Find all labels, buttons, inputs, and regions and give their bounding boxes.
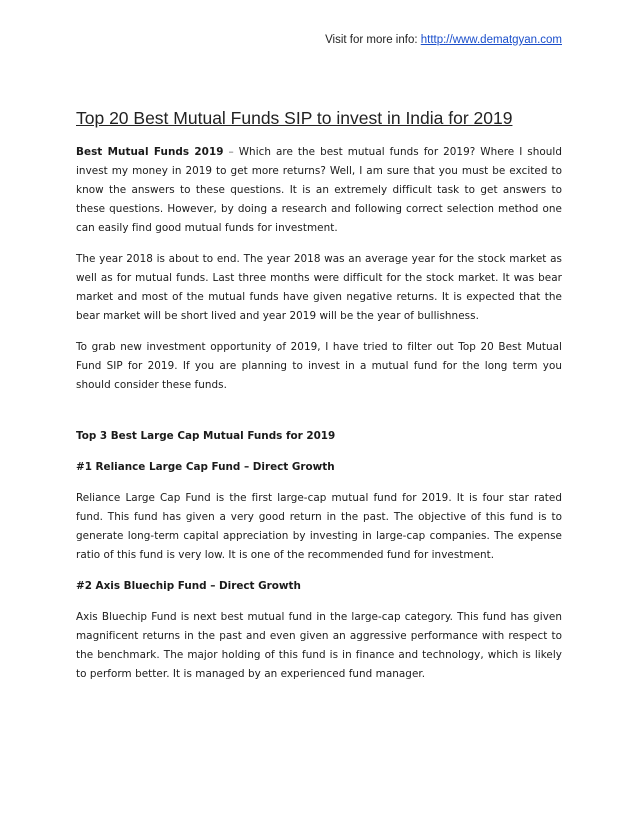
- fund2-heading: #2 Axis Bluechip Fund – Direct Growth: [76, 580, 301, 592]
- paragraph-2018: The year 2018 is about to end. The year 2018 was an average year for the stock market as well as for mutual funds. Last three months were difficult for the stock market. It was bear market and most of the mutual funds have given negative returns. It is expected that the bear market will be short lived and year 2019 will be the year of bullishness.: [76, 253, 562, 322]
- fund1-heading: #1 Reliance Large Cap Fund – Direct Growth: [76, 461, 335, 473]
- header-prefix: Visit for more info:: [325, 34, 421, 46]
- section-heading: Top 3 Best Large Cap Mutual Funds for 2019: [76, 430, 336, 442]
- article-body: [76, 108, 562, 696]
- paragraph-opportunity: To grab new investment opportunity of 2019, I have tried to filter out Top 20 Best Mutual Fund SIP for 2019. If you are planning to invest in a mutual fund for the long term you should consider these funds.: [76, 341, 562, 391]
- page-title: Top 20 Best Mutual Funds SIP to invest in India for 2019: [76, 108, 513, 128]
- intro-text: Which are the best mutual funds for 2019? Where I should invest my money in 2019 to get more returns? Well, I am sure that you must be excited to know the answers to these questions. It is an extremely difficult task to get answers to these questions. However, by doing a research and following correct selection method one can easily find good mutual funds for investment.: [76, 146, 563, 234]
- intro-lead: Best Mutual Funds 2019: [76, 146, 224, 158]
- fund1-description: Reliance Large Cap Fund is the first large-cap mutual fund for 2019. It is four star rated fund. This fund has given a very good return in the past. The objective of this fund is to generate long-term capital appreciation by investing in large-cap companies. The expense ratio of this fund is very low. It is one of the recommended fund for investment.: [76, 492, 562, 561]
- website-link[interactable]: htttp://www.dematgyan.com: [420, 34, 562, 46]
- intro-dash: –: [223, 146, 239, 158]
- fund2-description: Axis Bluechip Fund is next best mutual fund in the large-cap category. This fund has given magnificent returns in the past and even given an aggressive performance with respect to the benchmark. The major holding of this fund is in finance and technology, which is likely to perform better. It is managed by an experienced fund manager.: [76, 611, 562, 680]
- header-info: [325, 34, 562, 46]
- intro-paragraph: [76, 143, 562, 238]
- section-spacer: [76, 407, 562, 427]
